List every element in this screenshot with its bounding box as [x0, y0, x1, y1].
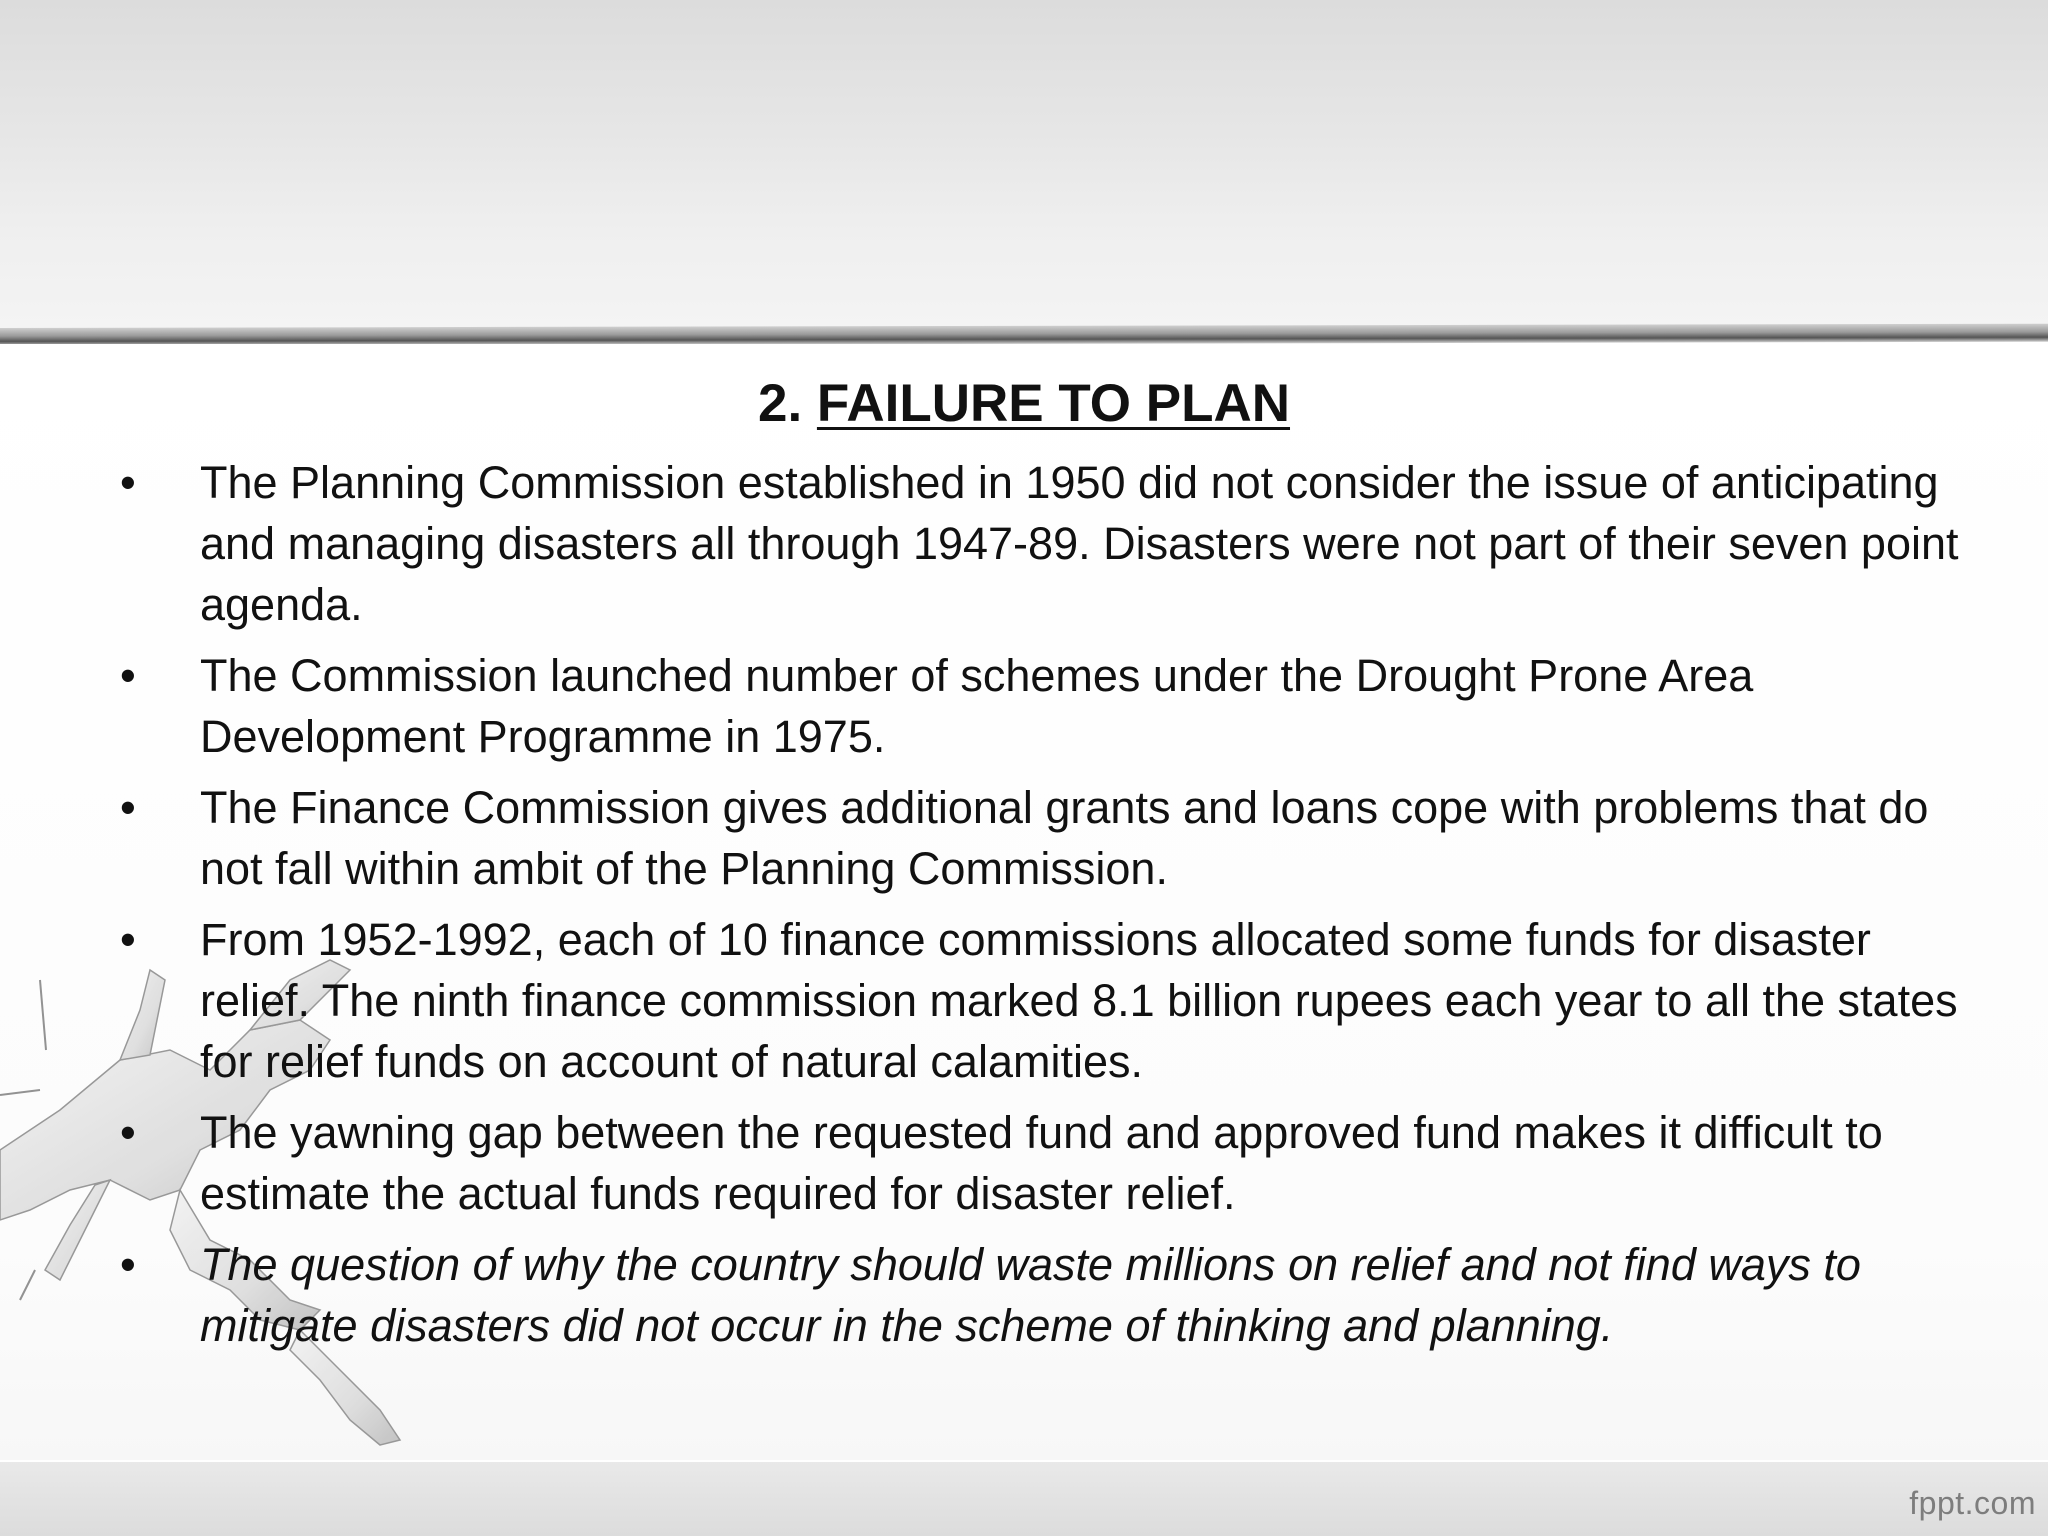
bullet-icon: •: [120, 1107, 136, 1158]
bullet-text: The Planning Commission established in 1950 did not consider the issue of anticipating and managing disasters all through 1947-89. Disasters were not part of their seven point agenda.: [200, 457, 1959, 630]
bullet-icon: •: [120, 457, 136, 508]
bullet-icon: •: [120, 914, 136, 965]
bullet-text: From 1952-1992, each of 10 finance commissions allocated some funds for disaster relief. The ninth finance commission marked 8.1 billion rupees each year to all the states for relief funds on account of natural calamities.: [200, 914, 1958, 1087]
title-number: 2.: [757, 374, 803, 433]
bullet-text: The question of why the country should waste millions on relief and not find ways to mitigate disasters did not occur in the scheme of thinking and planning.: [200, 1239, 1861, 1351]
bullet-icon: •: [120, 1239, 136, 1290]
title-text: FAILURE TO PLAN: [816, 374, 1291, 433]
bullet-icon: •: [120, 782, 136, 833]
bullet-item: [120, 909, 1980, 1092]
bullet-list: [120, 452, 1980, 1366]
header-divider: [0, 324, 2048, 346]
footer-brand: fppt.com: [1909, 1485, 2036, 1521]
bullet-text: The Commission launched number of schemes under the Drought Prone Area Development Programme in 1975.: [200, 650, 1754, 762]
bullet-text: The Finance Commission gives additional grants and loans cope with problems that do not fall within ambit of the Planning Commission.: [200, 782, 1929, 894]
header-band: [0, 0, 2048, 330]
bullet-icon: •: [120, 650, 136, 701]
bullet-item: [120, 645, 1980, 767]
bullet-item: [120, 777, 1980, 899]
bullet-text: The yawning gap between the requested fund and approved fund makes it difficult to estimate the actual funds required for disaster relief.: [200, 1107, 1883, 1219]
bullet-item: [120, 1234, 1980, 1356]
bullet-item: [120, 1102, 1980, 1224]
footer-band: [0, 1462, 2048, 1536]
slide-title: [0, 372, 2048, 436]
bullet-item: [120, 452, 1980, 635]
